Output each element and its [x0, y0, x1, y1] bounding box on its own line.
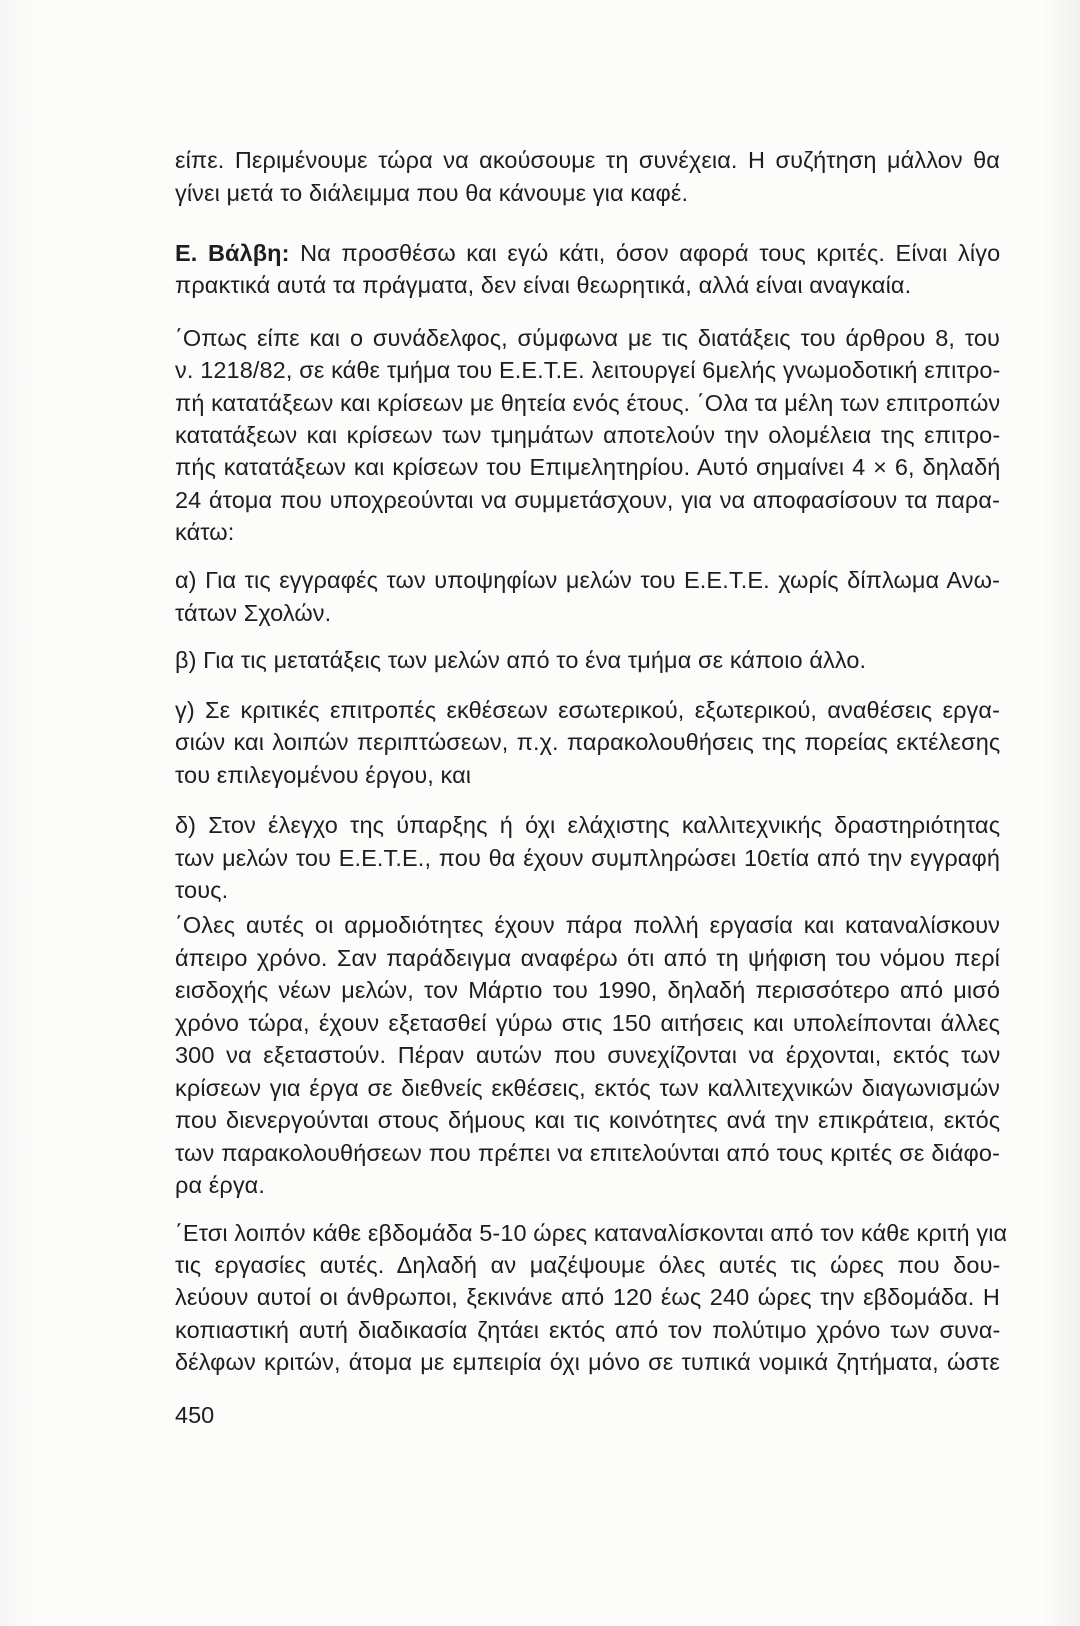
- text-line: [175, 322, 1000, 354]
- text-line: [175, 1104, 1000, 1136]
- speaker-name: Ε. Βάλβη:: [175, 240, 290, 266]
- text-line: [175, 694, 1000, 726]
- line-text: τις εργασίες αυτές. Δηλαδή αν μαζέψουμε όλες αυτές τις ώρες που δου-: [175, 1252, 1001, 1278]
- text-line: [175, 909, 1000, 941]
- line-text: δ) Στον έλεγχο της ύπαρξης ή όχι ελάχιστης καλλιτεχνικής δραστηριότητας: [175, 812, 1001, 838]
- text-line: [175, 842, 1000, 874]
- text-line: [175, 1217, 1008, 1249]
- line-text: κάτω:: [175, 519, 235, 545]
- line-text: κρίσεων για έργα σε διεθνείς εκθέσεις, εκτός των καλλιτεχνικών διαγωνισμών: [175, 1075, 1000, 1101]
- text-line: [175, 516, 1000, 548]
- line-text: είπε. Περιμένουμε τώρα να ακούσουμε τη συνέχεια. Η συζήτηση μάλλον θα: [175, 147, 1000, 173]
- text-line: [175, 1281, 1000, 1313]
- text-line: [175, 269, 1000, 301]
- line-text: ΄Ολες αυτές οι αρμοδιότητες έχουν πάρα πολλή εργασία και καταναλίσκουν: [175, 912, 1000, 938]
- line-text: ρα έργα.: [175, 1172, 265, 1198]
- line-text: γίνει μετά το διάλειμμα που θα κάνουμε για καφέ.: [175, 180, 689, 206]
- text-line: [175, 1249, 1000, 1281]
- line-text: γ) Σε κριτικές επιτροπές εκθέσεων εσωτερικού, εξωτερικού, αναθέσεις εργα-: [175, 697, 1000, 723]
- line-text: πρακτικά αυτά τα πράγματα, δεν είναι θεωρητικά, αλλά είναι αναγκαία.: [175, 272, 912, 298]
- text-line: [175, 809, 1000, 841]
- text-line: [175, 644, 1000, 676]
- line-text: ΄Ετσι λοιπόν κάθε εβδομάδα 5-10 ώρες καταναλίσκονται από τον κάθε κριτή για: [175, 1220, 1008, 1246]
- line-text: του επιλεγομένου έργου, και: [175, 762, 472, 788]
- line-text: των μελών του Ε.Ε.Τ.Ε., που θα έχουν συμπληρώσει 10ετία από την εγγραφή: [175, 845, 1000, 871]
- text-line: [175, 874, 1000, 906]
- line-text: β) Για τις μετατάξεις των μελών από το ένα τμήμα σε κάποιο άλλο.: [175, 647, 867, 673]
- line-text: κατατάξεων και κρίσεων των τμημάτων αποτελούν την ολομέλεια της επιτρο-: [175, 422, 1001, 448]
- text-line: [175, 354, 1000, 386]
- text-line: [175, 387, 1000, 419]
- line-text: Να προσθέσω και εγώ κάτι, όσον αφορά τους κριτές. Είναι λίγο: [289, 240, 1001, 266]
- text-line: [175, 144, 1000, 176]
- text-line: [175, 419, 1000, 451]
- page-number: 450: [175, 1402, 215, 1428]
- text-line: [175, 974, 1000, 1006]
- text-line: [175, 1169, 1000, 1201]
- text-line: [175, 1314, 1000, 1346]
- line-text: ΄Οπως είπε και ο συνάδελφος, σύμφωνα με τις διατάξεις του άρθρου 8, του: [175, 325, 1000, 351]
- text-line: [175, 1039, 1000, 1071]
- line-text: των παρακολουθήσεων που πρέπει να επιτελούνται από τους κριτές σε διάφο-: [175, 1140, 1000, 1166]
- text-line: [175, 726, 1000, 758]
- line-text: σιών και λοιπών περιπτώσεων, π.χ. παρακολουθήσεις της πορείας εκτέλεσης: [175, 729, 1001, 755]
- text-line: [175, 597, 1000, 629]
- line-text: δέλφων κριτών, άτομα με εμπειρία όχι μόνο σε τυπικά νομικά ζητήματα, ώστε: [175, 1349, 1000, 1375]
- line-text: πής κατατάξεων και κρίσεων του Επιμελητηρίου. Αυτό σημαίνει 4 × 6, δηλαδή: [175, 454, 1001, 480]
- text-line: [175, 759, 1000, 791]
- line-text: 24 άτομα που υποχρεούνται να συμμετάσχουν, για να αποφασίσουν τα παρα-: [175, 487, 1000, 513]
- line-text: εισδοχής νέων μελών, τον Μάρτιο του 1990, δηλαδή περισσότερο από μισό: [175, 977, 1000, 1003]
- text-line: [175, 451, 1000, 483]
- line-text: που διενεργούνται στους δήμους και τις κοινότητες ανά την επικράτεια, εκτός: [175, 1107, 1001, 1133]
- line-text: πή κατατάξεων και κρίσεων με θητεία ενός έτους. ΄Ολα τα μέλη των επιτροπών: [175, 390, 1001, 416]
- text-line: [175, 177, 1000, 209]
- line-text: άπειρο χρόνο. Σαν παράδειγμα αναφέρω ότι από τη ψήφιση του νόμου περί: [175, 945, 1000, 971]
- text-line: [175, 1346, 1000, 1378]
- text-line: [175, 484, 1000, 516]
- line-text: ν. 1218/82, σε κάθε τμήμα του Ε.Ε.Τ.Ε. λειτουργεί 6μελής γνωμοδοτική επιτρο-: [175, 357, 1001, 383]
- text-line: [175, 1137, 1000, 1169]
- line-text: 300 να εξεταστούν. Πέραν αυτών που συνεχίζονται να έρχονται, εκτός των: [175, 1042, 1001, 1068]
- line-text: λεύουν αυτοί οι άνθρωποι, ξεκινάνε από 120 έως 240 ώρες την εβδομάδα. Η: [175, 1284, 1000, 1310]
- text-line: [175, 1007, 1000, 1039]
- line-text: τάτων Σχολών.: [175, 600, 332, 626]
- line-text: τους.: [175, 877, 229, 903]
- text-line: [175, 1072, 1000, 1104]
- text-line: [175, 942, 1000, 974]
- line-text: α) Για τις εγγραφές των υποψηφίων μελών του Ε.Ε.Τ.Ε. χωρίς δίπλωμα Ανω-: [175, 567, 1000, 593]
- line-text: κοπιαστική αυτή διαδικασία ζητάει εκτός από τον πολύτιμο χρόνο των συνα-: [175, 1317, 1001, 1343]
- line-text: χρόνο τώρα, έχουν εξετασθεί γύρω στις 150 αιτήσεις και υπολείπονται άλλες: [175, 1010, 1001, 1036]
- text-line: [175, 564, 1000, 596]
- text-line: [175, 237, 1000, 269]
